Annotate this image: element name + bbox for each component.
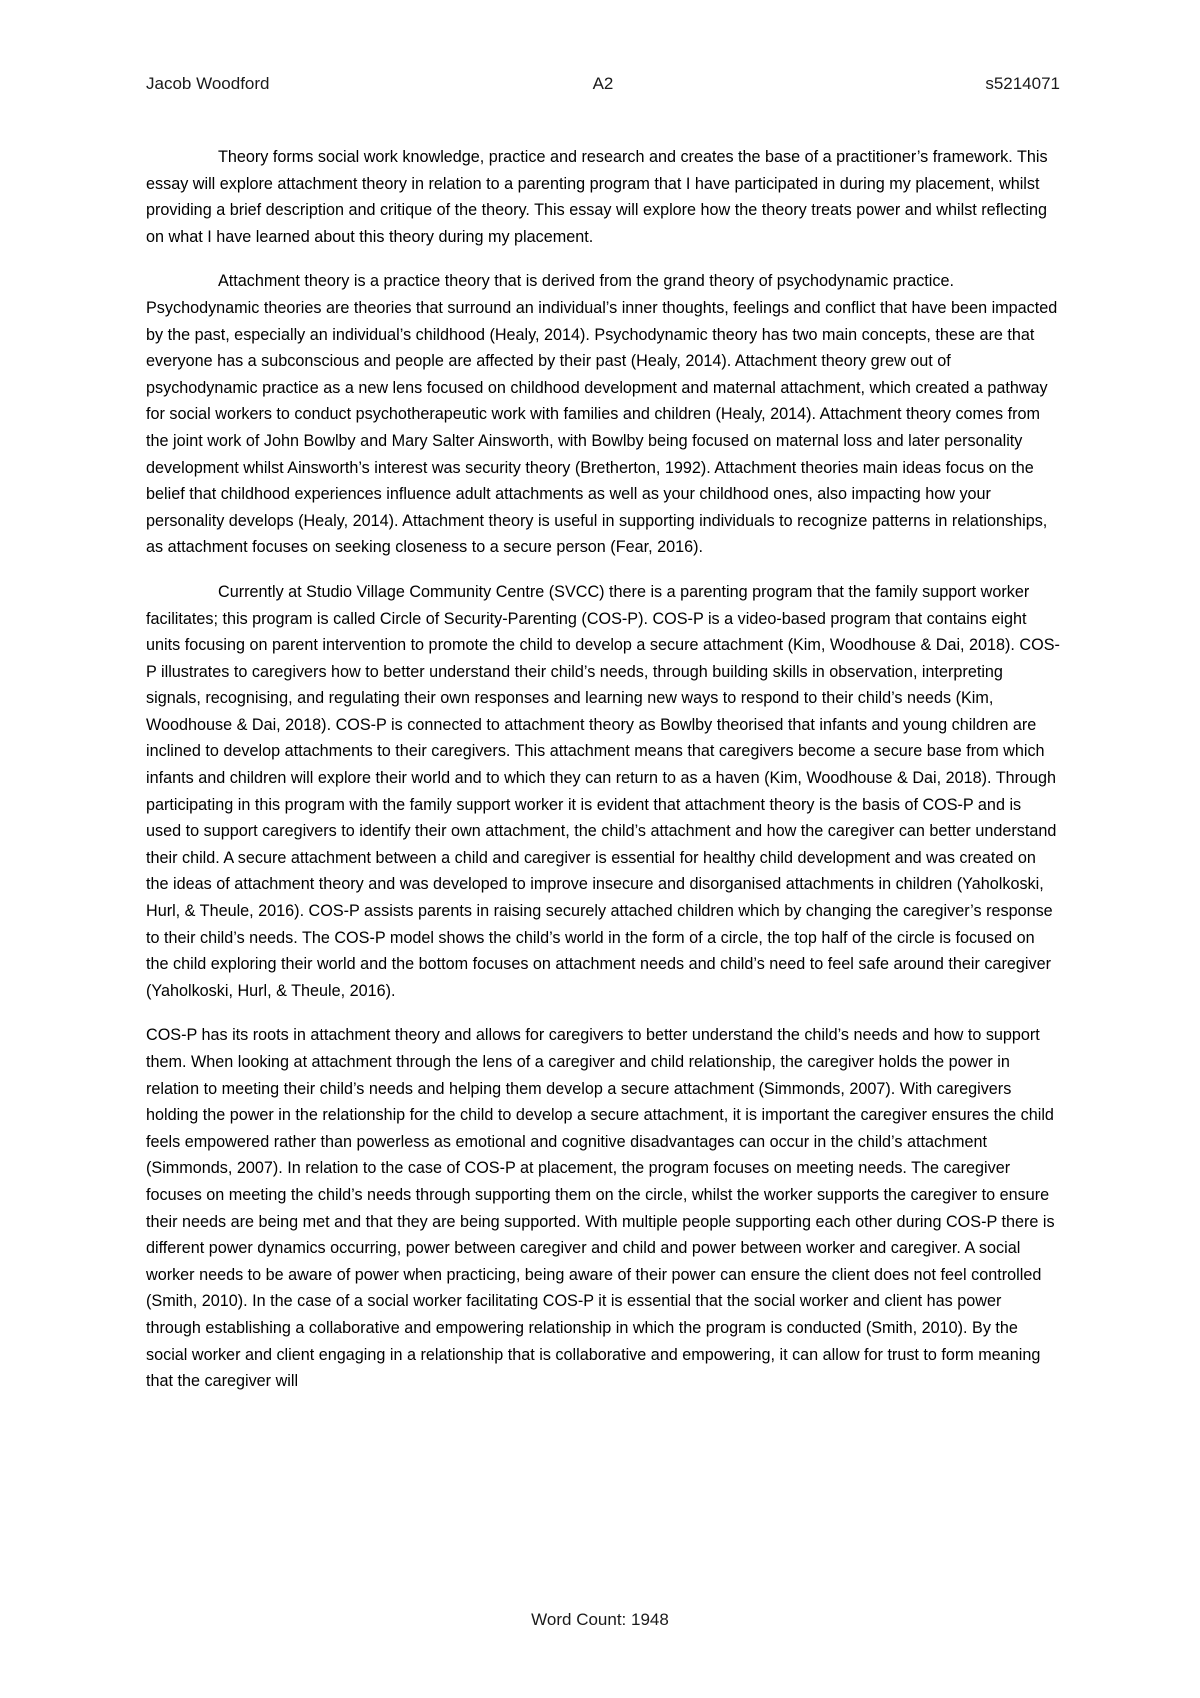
header-student-id: s5214071 bbox=[985, 74, 1060, 93]
page-header bbox=[146, 74, 1060, 98]
paragraph-cos-p-program: Currently at Studio Village Community Centre (SVCC) there is a parenting program that the family support worker facilitates; this program is called Circle of Security-Parenting (COS-P). COS-P is a video-based program that contains eight units focusing on parent intervention to promote the child to develop a secure attachment (Kim, Woodhouse & Dai, 2018). COS-P illustrates to caregivers how to better understand their child’s needs, through building skills in observation, interpreting signals, recognising, and regulating their own responses and learning new ways to respond to their child’s needs (Kim, Woodhouse & Dai, 2018). COS-P is connected to attachment theory as Bowlby theorised that infants and young children are inclined to develop attachments to their caregivers. This attachment means that caregivers become a secure base from which infants and children will explore their world and to which they can return to as a haven (Kim, Woodhouse & Dai, 2018). Through participating in this program with the family support worker it is evident that attachment theory is the basis of COS-P and is used to support caregivers to identify their own attachment, the child’s attachment and how the caregiver can better understand their child. A secure attachment between a child and caregiver is essential for healthy child development and was created on the ideas of attachment theory and was developed to improve insecure and disorganised attachments in children (Yaholkoski, Hurl, & Theule, 2016). COS-P assists parents in raising securely attached children which by changing the caregiver’s response to their child’s needs. The COS-P model shows the child’s world in the form of a circle, the top half of the circle is focused on the child exploring their world and the bottom focuses on attachment needs and child’s need to feel safe around their caregiver (Yaholkoski, Hurl, & Theule, 2016). bbox=[146, 582, 1060, 1000]
header-author: Jacob Woodford bbox=[146, 74, 270, 93]
paragraph-power: COS-P has its roots in attachment theory and allows for caregivers to better understand the child’s needs and how to support them. When looking at attachment through the lens of a caregiver and child relationship, the caregiver holds the power in relation to meeting their child’s needs and helping them develop a secure attachment (Simmonds, 2007). With caregivers holding the power in the relationship for the child to develop a secure attachment, it is important the caregiver ensures the child feels empowered rather than powerless as emotional and cognitive disadvantages can occur in the child’s attachment (Simmonds, 2007). In relation to the case of COS-P at placement, the program focuses on meeting needs. The caregiver focuses on meeting the child’s needs through supporting them on the circle, whilst the worker supports the caregiver to ensure their needs are being met and that they are being supported. With multiple people supporting each other during COS-P there is different power dynamics occurring, power between caregiver and child and power between worker and caregiver. A social worker needs to be aware of power when practicing, being aware of their power can ensure the client does not feel controlled (Smith, 2010). In the case of a social worker facilitating COS-P it is essential that the social worker and client has power through establishing a collaborative and empowering relationship in which the program is conducted (Smith, 2010). By the social worker and client engaging in a relationship that is collaborative and empowering, it can allow for trust to form meaning that the caregiver will bbox=[146, 1026, 1055, 1391]
essay-body bbox=[146, 144, 1060, 1576]
header-assignment: A2 bbox=[592, 74, 614, 93]
paragraph-attachment-theory: Attachment theory is a practice theory that is derived from the grand theory of psychodynamic practice. Psychodynamic theories are theories that surround an individual’s inner thoughts, feelings and conflict that have been impacted by the past, especially an individual’s childhood (Healy, 2014). Psychodynamic theory has two main concepts, these are that everyone has a subconscious and people are affected by their past (Healy, 2014). Attachment theory grew out of psychodynamic practice as a new lens focused on childhood development and maternal attachment, which created a pathway for social workers to conduct psychotherapeutic work with families and children (Healy, 2014). Attachment theory comes from the joint work of John Bowlby and Mary Salter Ainsworth, with Bowlby being focused on maternal loss and later personality development whilst Ainsworth’s interest was security theory (Bretherton, 1992). Attachment theories main ideas focus on the belief that childhood experiences influence adult attachments as well as your childhood ones, also impacting how your personality develops (Healy, 2014). Attachment theory is useful in supporting individuals to recognize patterns in relationships, as attachment focuses on seeking closeness to a secure person (Fear, 2016). bbox=[146, 272, 1058, 557]
word-count-footer: Word Count: 1948 bbox=[531, 1610, 669, 1629]
paragraph-intro: Theory forms social work knowledge, practice and research and creates the base of a practitioner’s framework. This essay will explore attachment theory in relation to a parenting program that I have participated in during my placement, whilst providing a brief description and critique of the theory. This essay will explore how the theory treats power and whilst reflecting on what I have learned about this theory during my placement. bbox=[146, 148, 1048, 246]
